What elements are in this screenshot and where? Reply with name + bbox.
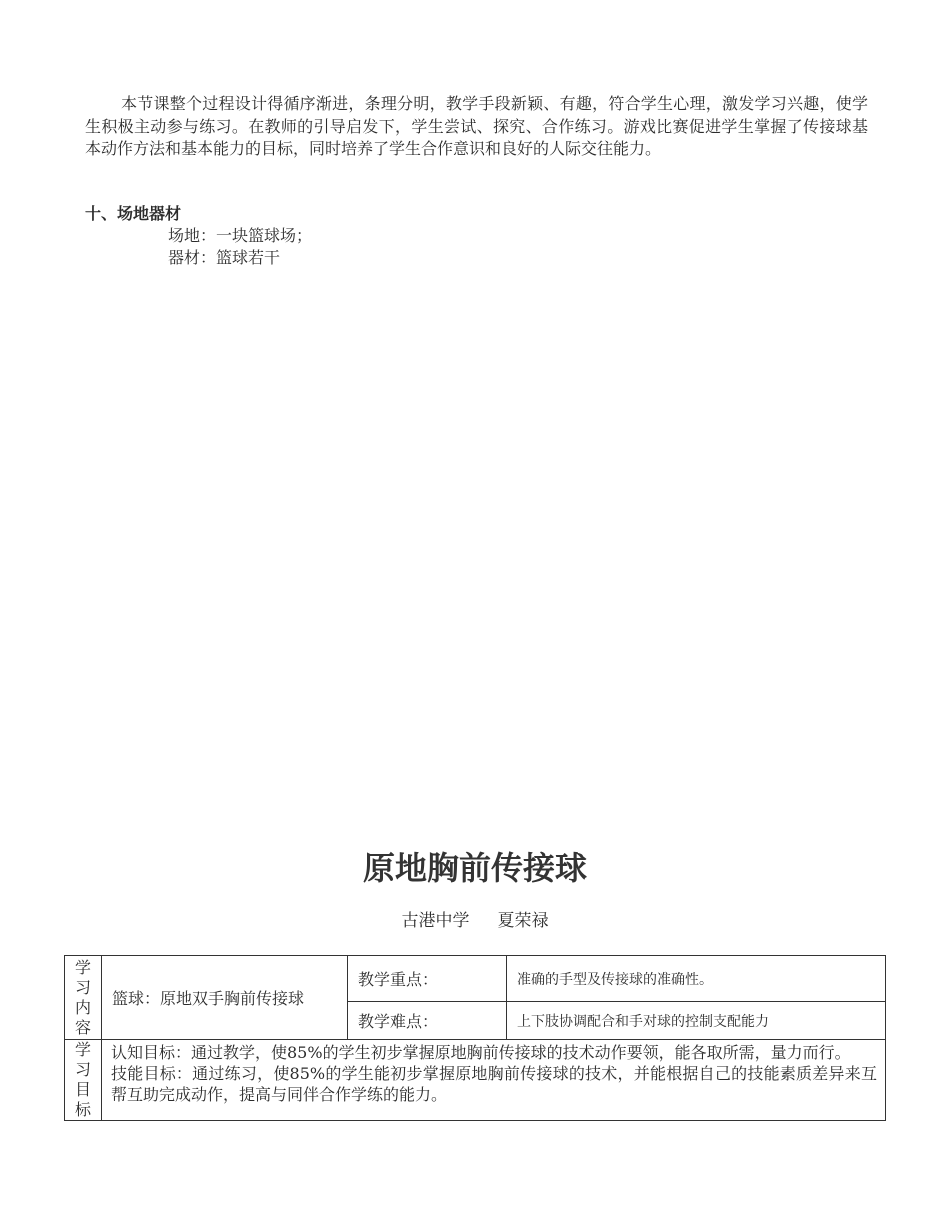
difficulty-value: 上下肢协调配合和手对球的控制支配能力 (507, 1002, 886, 1040)
summary-paragraph: 本节课整个过程设计得循序渐进，条理分明，教学手段新颖、有趣，符合学生心理，激发学习兴趣，使学生积极主动参与练习。在教师的引导启发下，学生尝试、探究、合作练习。游戏比赛促进学生掌握了传接球基本动作方法和基本能力的目标，同时培养了学生合作意识和良好的人际交往能力。 (85, 94, 868, 158)
learning-goals-value (102, 1040, 886, 1121)
learning-goals-label: 学 习 目 标 (65, 1040, 102, 1121)
table-row (65, 1040, 886, 1121)
lesson-plan-table (64, 955, 886, 1121)
learning-content-value: 篮球：原地双手胸前传接球 (102, 956, 348, 1040)
key-point-label: 教学重点： (348, 956, 507, 1002)
lesson-title: 原地胸前传接球 (362, 849, 587, 887)
skill-goal: 技能目标：通过练习，使85%的学生能初步掌握原地胸前传接球的技术，并能根据自己的技能素质差异来互帮互助完成动作，提高与同伴合作学练的能力。 (111, 1064, 877, 1104)
venue-line: 场地：一块篮球场； (168, 226, 313, 245)
equipment-line: 器材：篮球若干 (168, 248, 281, 267)
cognitive-goal: 认知目标：通过教学，使85%的学生初步掌握原地胸前传接球的技术动作要领，能各取所需，量力而行。 (111, 1043, 851, 1062)
author-name: 夏荣禄 (497, 911, 549, 931)
section-heading-venue-equipment: 十、场地器材 (85, 204, 182, 223)
byline (0, 906, 950, 931)
school-name: 古港中学 (401, 911, 470, 931)
table-row (65, 956, 886, 1002)
learning-content-label: 学 习 内 容 (65, 956, 102, 1040)
key-point-value: 准确的手型及传接球的准确性。 (507, 956, 886, 1002)
difficulty-label: 教学难点： (348, 1002, 507, 1040)
